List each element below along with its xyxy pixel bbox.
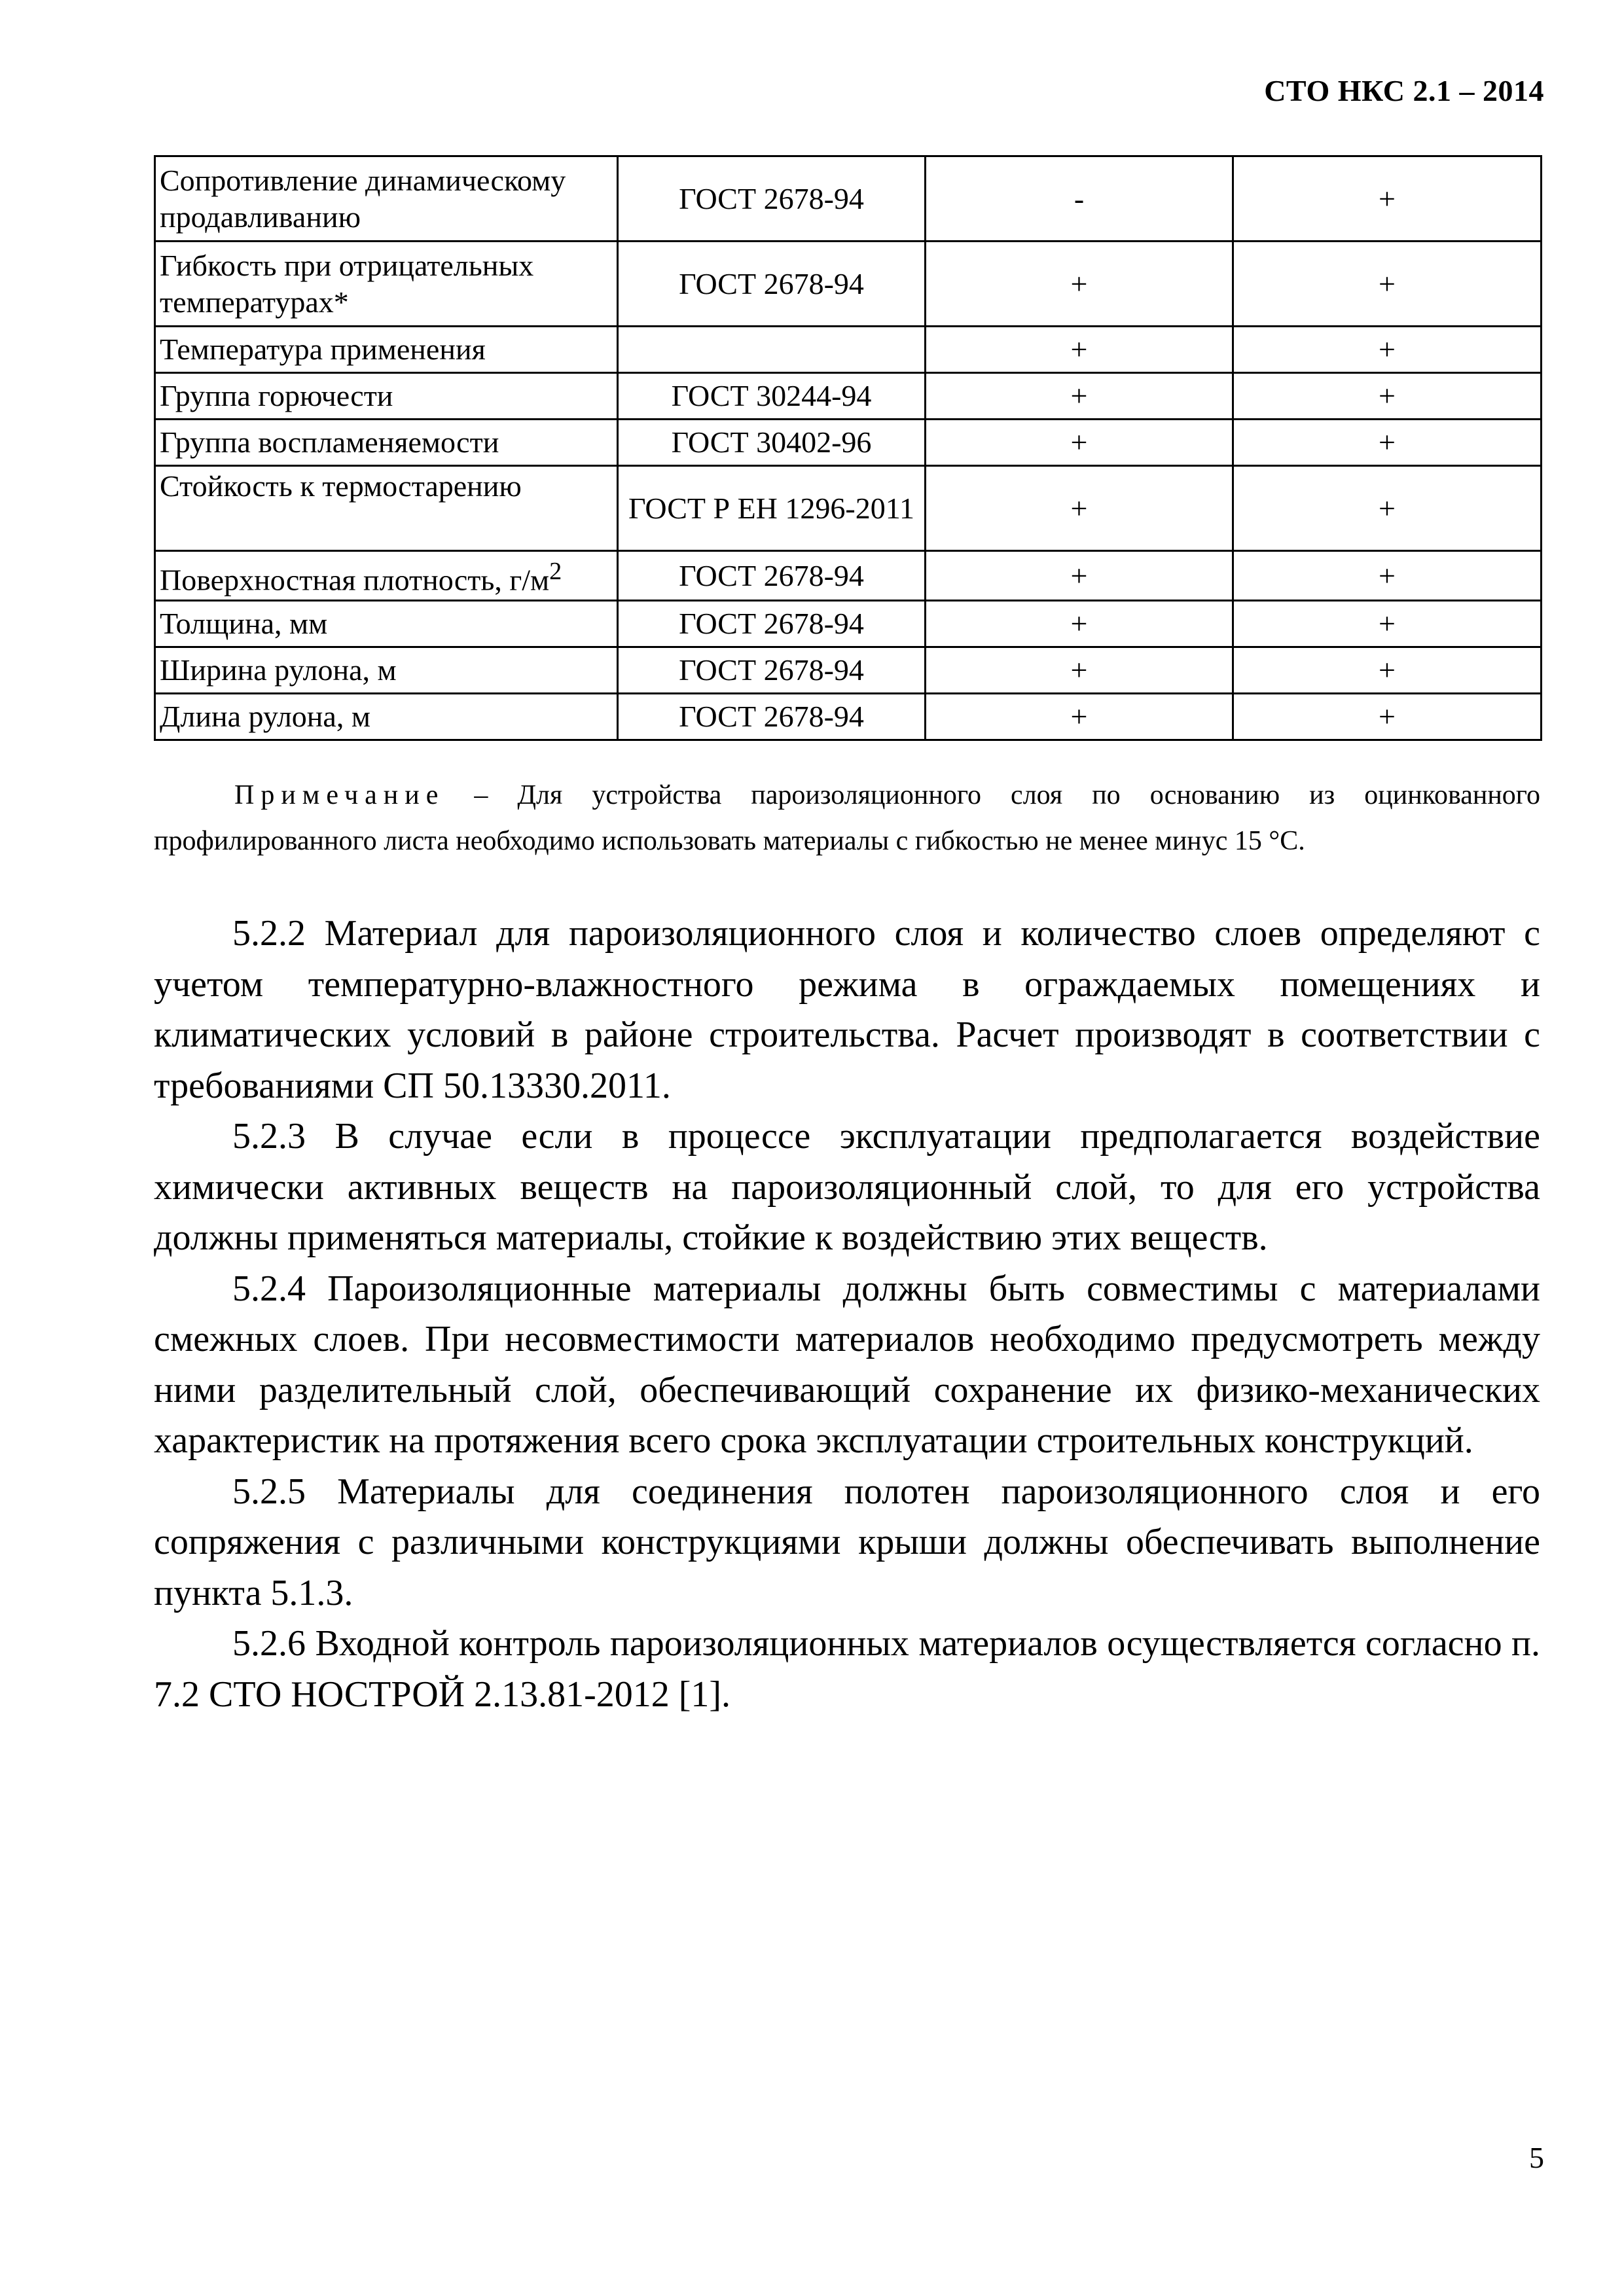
test-method: ГОСТ 2678-94: [618, 242, 926, 327]
table-row: [155, 373, 1542, 420]
applicability-mark: +: [1233, 694, 1542, 740]
applicability-mark: +: [926, 373, 1233, 420]
table-row: [155, 420, 1542, 466]
paragraph-5-2-5: 5.2.5 Материалы для соединения полотен пароизоляционного слоя и его сопряжения с различными конструкциями крыши должны обеспечивать выполнение пункта 5.1.3.: [154, 1471, 1540, 1613]
property-name: [155, 551, 618, 601]
property-name: Гибкость при отрицательных температурах*: [155, 242, 618, 327]
paragraph-5-2-3: 5.2.3 В случае если в процессе эксплуатации предполагается воздействие химически активных веществ на пароизоляционный слой, то для его устройства должны применяться материалы, стойкие к воздействию этих веществ.: [154, 1116, 1540, 1258]
property-name: Толщина, мм: [155, 601, 618, 647]
test-method: [618, 327, 926, 373]
specification-table: [154, 155, 1542, 741]
table-row: [155, 327, 1542, 373]
note-text: – Для устройства пароизоляционного слоя по основанию из оцинкованного профилированного листа необходимо использовать материалы с гибкостью не менее минус 15 °С.: [154, 780, 1540, 856]
applicability-mark: +: [926, 647, 1233, 694]
property-name: Длина рулона, м: [155, 694, 618, 740]
table-note: [154, 772, 1540, 864]
applicability-mark: +: [1233, 420, 1542, 466]
test-method: ГОСТ 2678-94: [618, 647, 926, 694]
applicability-mark: +: [926, 466, 1233, 551]
paragraph-5-2-6: 5.2.6 Входной контроль пароизоляционных материалов осуществляется согласно п. 7.2 СТО НОСТРОЙ 2.13.81-2012 [1].: [154, 1623, 1540, 1715]
table-row: [155, 601, 1542, 647]
document-code: СТО НКС 2.1 – 2014: [1264, 74, 1544, 107]
property-name: Сопротивление динамическому продавливанию: [155, 156, 618, 242]
applicability-mark: +: [926, 420, 1233, 466]
applicability-mark: +: [926, 551, 1233, 601]
paragraph-5-2-4: 5.2.4 Пароизоляционные материалы должны быть совместимы с материалами смежных слоев. При несовместимости материалов необходимо предусмотреть между ними разделительный слой, обеспечивающий сохранение их физико-механических характеристик на протяжения всего срока эксплуатации строительных конструкций.: [154, 1268, 1540, 1461]
applicability-mark: +: [1233, 466, 1542, 551]
test-method: ГОСТ 2678-94: [618, 551, 926, 601]
test-method: ГОСТ 30402-96: [618, 420, 926, 466]
applicability-mark: +: [1233, 647, 1542, 694]
page-number: 5: [1529, 2141, 1544, 2174]
test-method: ГОСТ 2678-94: [618, 156, 926, 242]
property-name-text: Поверхностная плотность, г/м: [160, 563, 550, 597]
applicability-mark: +: [1233, 242, 1542, 327]
table-row: [155, 647, 1542, 694]
applicability-mark: +: [1233, 601, 1542, 647]
note-label: Примечание: [234, 780, 445, 810]
applicability-mark: -: [926, 156, 1233, 242]
table-row: [155, 551, 1542, 601]
test-method: ГОСТ 30244-94: [618, 373, 926, 420]
test-method: ГОСТ 2678-94: [618, 694, 926, 740]
applicability-mark: +: [1233, 373, 1542, 420]
table-row: [155, 242, 1542, 327]
property-name: Стойкость к термостарению: [155, 466, 618, 551]
section-body: [154, 908, 1540, 1720]
applicability-mark: +: [926, 694, 1233, 740]
applicability-mark: +: [1233, 551, 1542, 601]
property-name: Группа горючести: [155, 373, 618, 420]
applicability-mark: +: [1233, 156, 1542, 242]
test-method: ГОСТ Р ЕН 1296-2011: [618, 466, 926, 551]
paragraph-5-2-2: 5.2.2 Материал для пароизоляционного слоя и количество слоев определяют с учетом температурно-влажностного режима в ограждаемых помещениях и климатических условий в районе строительства. Расчет производят в соответствии с требованиями СП 50.13330.2011.: [154, 913, 1540, 1106]
table-row: [155, 466, 1542, 551]
applicability-mark: +: [926, 242, 1233, 327]
test-method: ГОСТ 2678-94: [618, 601, 926, 647]
unit-superscript: 2: [549, 558, 562, 585]
applicability-mark: +: [926, 601, 1233, 647]
applicability-mark: +: [1233, 327, 1542, 373]
property-name: Температура применения: [155, 327, 618, 373]
property-name: Ширина рулона, м: [155, 647, 618, 694]
table-row: [155, 694, 1542, 740]
applicability-mark: +: [926, 327, 1233, 373]
property-name: Группа воспламеняемости: [155, 420, 618, 466]
table-row: [155, 156, 1542, 242]
